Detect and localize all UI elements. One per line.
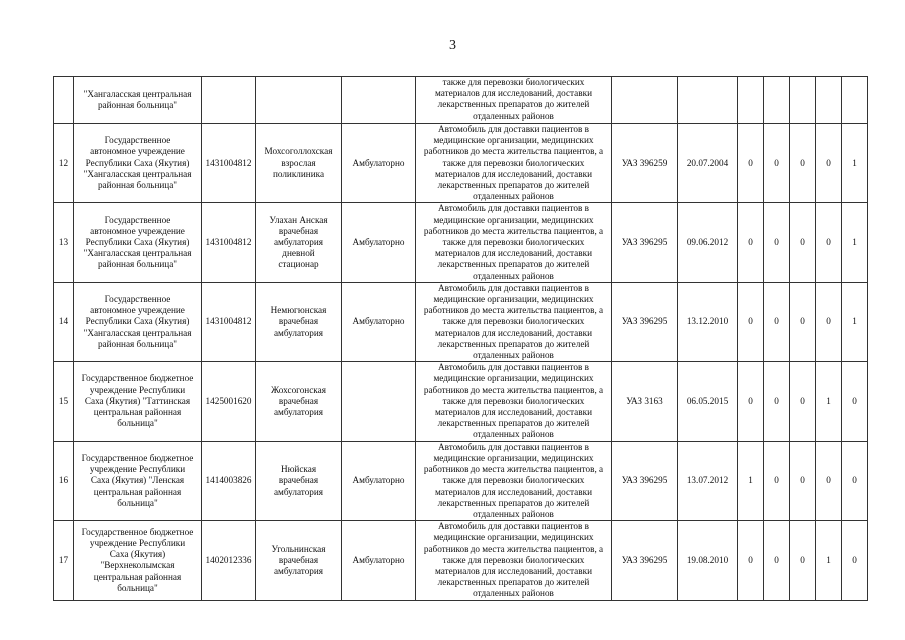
cell-subdivision: Мохсоголлохская взрослая поликлиника [256,124,342,203]
cell-date: 19.08.2010 [678,521,738,600]
cell-inn: 1414003826 [202,441,256,520]
cell-v3: 0 [790,124,816,203]
cell-v3: 0 [790,441,816,520]
cell-organization: Государственное автономное учреждение Республики Саха (Якутия) "Хангаласская центральная районная больница" [74,282,202,361]
cell-organization: Государственное бюджетное учреждение Республики Саха (Якутия) "Таттинская центральная районная больница" [74,362,202,441]
cell-v3 [790,77,816,124]
table-row [54,441,868,520]
cell-model [612,77,678,124]
cell-date: 06.05.2015 [678,362,738,441]
cell-organization: Государственное бюджетное учреждение Республики Саха (Якутия) "Верхнеколымская центральная районная больница" [74,521,202,600]
cell-model: УАЗ 396295 [612,521,678,600]
cell-date: 13.07.2012 [678,441,738,520]
cell-v5: 0 [842,441,868,520]
cell-v3: 0 [790,282,816,361]
cell-inn: 1402012336 [202,521,256,600]
cell-v3: 0 [790,362,816,441]
cell-condition: Амбулаторно [342,282,416,361]
cell-inn: 1431004812 [202,124,256,203]
cell-v2: 0 [764,203,790,282]
cell-v4: 1 [816,521,842,600]
cell-v2: 0 [764,124,790,203]
cell-v5 [842,77,868,124]
cell-model: УАЗ 396295 [612,203,678,282]
cell-subdivision: Жохсогонская врачебная амбулатория [256,362,342,441]
cell-purpose: Автомобиль для доставки пациентов в медицинские организации, медицинских работников до места жительства пациентов, а также для перевозки биологических материалов для исследований, доставки лекарственных препаратов до жителей отдаленных районов [416,441,612,520]
cell-date: 09.06.2012 [678,203,738,282]
cell-v2: 0 [764,362,790,441]
cell-condition: Амбулаторно [342,441,416,520]
cell-v1: 0 [738,521,764,600]
cell-subdivision: Немюгюнская врачебная амбулатория [256,282,342,361]
cell-purpose: Автомобиль для доставки пациентов в медицинские организации, медицинских работников до места жительства пациентов, а также для перевозки биологических материалов для исследований, доставки лекарственных препаратов до жителей отдаленных районов [416,521,612,600]
table-row [54,362,868,441]
cell-v3: 0 [790,203,816,282]
cell-inn: 1425001620 [202,362,256,441]
cell-v4 [816,77,842,124]
cell-condition: Амбулаторно [342,203,416,282]
cell-v1: 1 [738,441,764,520]
cell-num [54,77,74,124]
page-number: 3 [449,38,456,53]
cell-num: 14 [54,282,74,361]
table-row [54,282,868,361]
cell-v4: 0 [816,441,842,520]
cell-model: УАЗ 396295 [612,282,678,361]
cell-num: 15 [54,362,74,441]
cell-condition [342,362,416,441]
table-row [54,521,868,600]
cell-date: 13.12.2010 [678,282,738,361]
cell-v5: 1 [842,124,868,203]
cell-purpose: также для перевозки биологических материалов для исследований, доставки лекарственных препаратов до жителей отдаленных районов [416,77,612,124]
cell-subdivision: Улахан Анская врачебная амбулатория дневной стационар [256,203,342,282]
cell-purpose: Автомобиль для доставки пациентов в медицинские организации, медицинских работников до места жительства пациентов, а также для перевозки биологических материалов для исследований, доставки лекарственных препаратов до жителей отдаленных районов [416,124,612,203]
cell-v2: 0 [764,521,790,600]
cell-v1: 0 [738,282,764,361]
cell-v4: 1 [816,362,842,441]
cell-v2 [764,77,790,124]
cell-condition: Амбулаторно [342,521,416,600]
cell-num: 17 [54,521,74,600]
cell-organization: Государственное автономное учреждение Республики Саха (Якутия) "Хангаласская центральная районная больница" [74,124,202,203]
cell-v4: 0 [816,124,842,203]
cell-num: 13 [54,203,74,282]
cell-v1 [738,77,764,124]
cell-organization: Государственное автономное учреждение Республики Саха (Якутия) "Хангаласская центральная районная больница" [74,203,202,282]
cell-subdivision [256,77,342,124]
cell-num: 12 [54,124,74,203]
cell-inn [202,77,256,124]
cell-v1: 0 [738,203,764,282]
cell-purpose: Автомобиль для доставки пациентов в медицинские организации, медицинских работников до места жительства пациентов, а также для перевозки биологических материалов для исследований, доставки лекарственных препаратов до жителей отдаленных районов [416,203,612,282]
cell-v4: 0 [816,203,842,282]
cell-v1: 0 [738,362,764,441]
table-row [54,203,868,282]
cell-v5: 1 [842,282,868,361]
cell-v2: 0 [764,441,790,520]
cell-inn: 1431004812 [202,203,256,282]
cell-model: УАЗ 396295 [612,441,678,520]
table-row-continuation [54,77,868,124]
cell-subdivision: Нюйская врачебная амбулатория [256,441,342,520]
cell-organization: Государственное бюджетное учреждение Республики Саха (Якутия) "Ленская центральная районная больница" [74,441,202,520]
cell-condition [342,77,416,124]
cell-v5: 1 [842,203,868,282]
table-row [54,124,868,203]
cell-v3: 0 [790,521,816,600]
cell-date: 20.07.2004 [678,124,738,203]
cell-condition: Амбулаторно [342,124,416,203]
cell-v2: 0 [764,282,790,361]
cell-date [678,77,738,124]
cell-purpose: Автомобиль для доставки пациентов в медицинские организации, медицинских работников до места жительства пациентов, а также для перевозки биологических материалов для исследований, доставки лекарственных препаратов до жителей отдаленных районов [416,282,612,361]
cell-v5: 0 [842,362,868,441]
cell-model: УАЗ 396259 [612,124,678,203]
cell-model: УАЗ 3163 [612,362,678,441]
cell-num: 16 [54,441,74,520]
cell-organization: "Хангаласская центральная районная больница" [74,77,202,124]
cell-inn: 1431004812 [202,282,256,361]
cell-v4: 0 [816,282,842,361]
cell-v1: 0 [738,124,764,203]
cell-subdivision: Угольнинская врачебная амбулатория [256,521,342,600]
vehicles-table [53,76,868,601]
cell-purpose: Автомобиль для доставки пациентов в медицинские организации, медицинских работников до места жительства пациентов, а также для перевозки биологических материалов для исследований, доставки лекарственных препаратов до жителей отдаленных районов [416,362,612,441]
cell-v5: 0 [842,521,868,600]
